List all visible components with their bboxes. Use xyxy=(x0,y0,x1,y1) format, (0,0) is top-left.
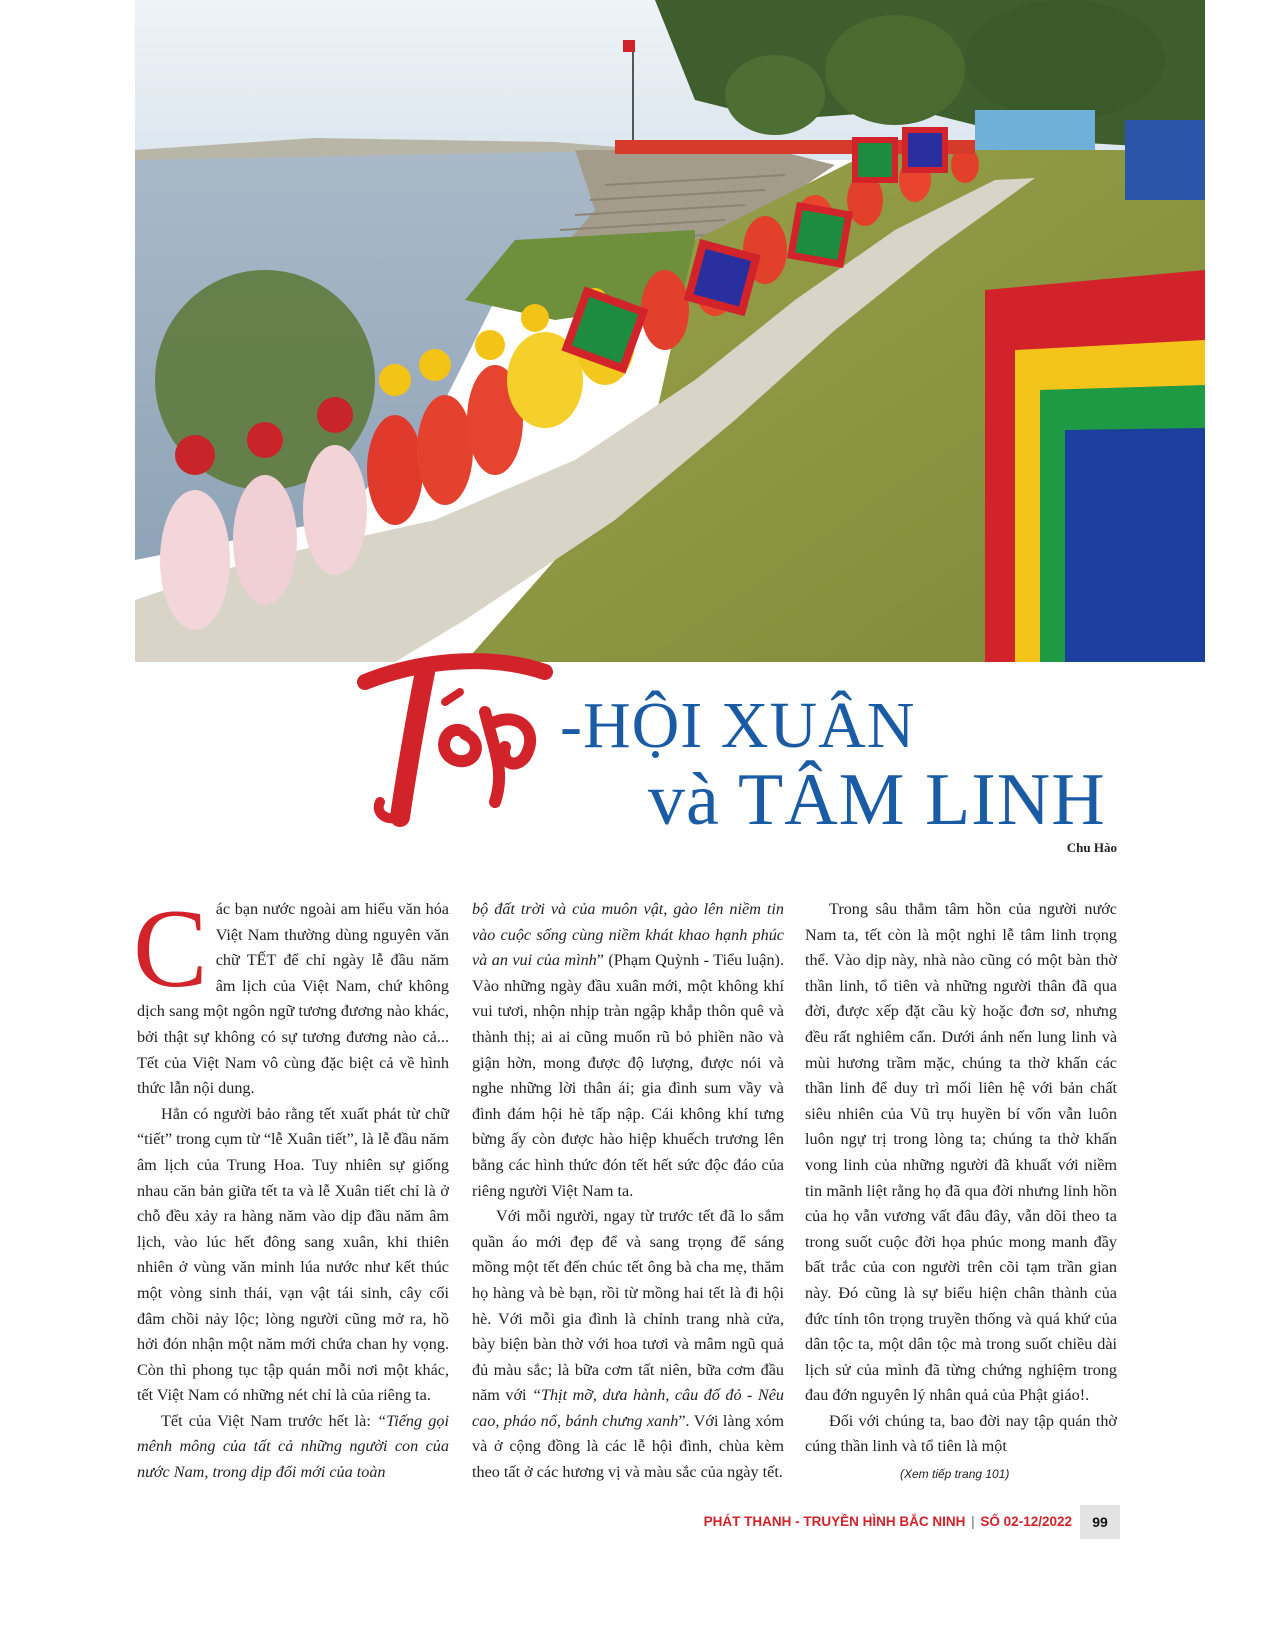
article-column-3 xyxy=(805,897,1117,1460)
issue-number: SỐ 02-12/2022 xyxy=(980,1514,1072,1529)
quote-text: bộ đất trời và của muôn vật, gào lên niềm tin vào cuộc sống cùng niềm khát khao hạnh phúc và an vui của mình xyxy=(472,900,784,970)
paragraph-text: ”. Với làng xóm và ở cộng đồng là các lễ hội đình, chùa kèm theo tất ở các hương vị và màu sắc của ngày tết. xyxy=(472,1411,784,1482)
paragraph-text: ác bạn nước ngoài am hiểu văn hóa Việt Nam thường dùng nguyên văn chữ TẾT để chỉ ngày lễ đầu năm âm lịch của Việt Nam, chứ không dịch sang một ngôn ngữ tương đương nào khác, bởi thật sự không có sự tương đương nào cả... Tết của Việt Nam vô cùng đặc biệt cả về hình thức lẫn nội dung. xyxy=(137,900,449,1098)
festival-procession-photo xyxy=(135,0,1205,662)
paragraph xyxy=(472,897,784,1204)
tet-calligraphy-logo xyxy=(345,642,565,832)
paragraph xyxy=(137,1409,449,1486)
footer-publication-line xyxy=(704,1514,1072,1529)
paragraph xyxy=(472,1204,784,1486)
title-line-tam-linh: và TÂM LINH xyxy=(648,759,1106,841)
paragraph xyxy=(133,887,449,1102)
page-number: 99 xyxy=(1080,1505,1120,1539)
paragraph-text: Tết của Việt Nam trước hết là: xyxy=(161,1411,378,1430)
continued-on-note: (Xem tiếp trang 101) xyxy=(900,1467,1010,1481)
author-byline: Chu Hào xyxy=(1066,840,1117,855)
quote-text: “Thịt mỡ, dưa hành, câu đố đỏ - Nêu cao, pháo nổ, bánh chưng xanh xyxy=(472,1386,784,1430)
paragraph: Đối với chúng ta, bao đời nay tập quán thờ cúng thần linh và tổ tiên là một xyxy=(805,1411,1117,1456)
paragraph-text: Với mỗi người, ngay từ trước tết đã lo sắm quần áo mới đẹp để và sang trọng để sáng mồng một tết đến chúc tết ông bà cha mẹ, thăm họ hàng và bè bạn, rồi từ mồng hai tết là đi hội hè. Với mỗi gia đình là chỉnh trang nhà cửa, bày biện bàn thờ với hoa tươi và mâm ngũ quả đủ màu sắc; là bữa cơm tất niên, bữa cơm đầu năm với xyxy=(472,1207,784,1405)
title-line-hoi-xuan: -HỘI XUÂN xyxy=(560,689,916,762)
article-column-1 xyxy=(133,887,449,1486)
page-footer xyxy=(703,1505,1120,1539)
quote-text: “Tiếng gọi mênh mông của tất cả những người con của nước Nam, trong dịp đổi mới của toàn xyxy=(137,1411,449,1482)
paragraph: Hẳn có người bảo rằng tết xuất phát từ chữ “tiết” trong cụm từ “lễ Xuân tiết”, là lễ đầu năm âm lịch của Trung Hoa. Tuy nhiên sự giống nhau căn bản giữa tết ta và lễ Xuân tiết chỉ là ở chỗ đều xảy ra hàng năm vào dịp đầu năm âm lịch, vào lúc hết đông sang xuân, khi thiên nhiên ở vùng văn minh lúa nước như kết thúc một vòng sinh thái, vạn vật tái sinh, cây cối đâm chồi nảy lộc; lòng người cũng mở ra, hồ hởi đón nhận một năm mới chứa chan hy vọng. Còn thì phong tục tập quán mỗi nơi một khác, tết Việt Nam có những nét chỉ là của riêng ta. xyxy=(137,1104,449,1405)
footer-separator: | xyxy=(971,1514,975,1529)
drop-cap: C xyxy=(133,887,208,1011)
tet-script-word: Tết xyxy=(345,642,347,643)
paragraph-text: ” (Phạm Quỳnh - Tiểu luận). Vào những ngày đầu xuân mới, một không khí vui tươi, nhộn nhịp tràn ngập khắp thôn quê và thành thị; ai ai cũng muốn rũ bỏ phiền não và giận hờn, mong được độ lượng, được nói và nghe những lời thân ái; gia đình sum vầy và đình đám hội hè tấp nập. Cái không khí tưng bừng ấy còn được hào hiệp khuếch trương lên bằng các hình thức đón tết hết sức độc đáo của riêng người Việt Nam ta. xyxy=(472,951,784,1200)
publication-name: PHÁT THANH - TRUYỀN HÌNH BẮC NINH xyxy=(703,1514,966,1529)
article-column-2 xyxy=(472,897,784,1486)
paragraph: Trong sâu thẳm tâm hồn của người nước Nam ta, tết còn là một nghi lễ tâm linh trọng thể. Vào dịp này, nhà nào cũng có một bàn thờ thần linh, tổ tiên và những người thân đã qua đời, được xếp đặt cầu kỳ hoặc đơn sơ, nhưng đều rất nghiêm cẩn. Dưới ánh nến lung linh và mùi hương trầm mặc, chúng ta thờ khấn các thần linh để duy trì mối liên hệ với bản chất siêu nhiên của Vũ trụ huyền bí vốn vẫn luôn luôn ngự trị trong lòng ta; chúng ta thờ khấn vong linh của những người đã khuất với niềm tin mãnh liệt rằng họ đã qua đời nhưng linh hồn của họ vẫn vương vất đâu đây, vẫn dõi theo ta trong suốt cuộc đời họa phúc mong manh đầy bất trắc của con người trên cõi tạm trần gian này. Đó cũng là sự biểu hiện chân thành của đức tính tôn trọng truyền thống và quá khứ của dân tộc ta, một dân tộc mà trong suốt chiều dài lịch sử của mình đã từng chứng nghiệm trong đau đớn nguyên lý nhân quả của Phật giáo!. xyxy=(805,900,1117,1405)
